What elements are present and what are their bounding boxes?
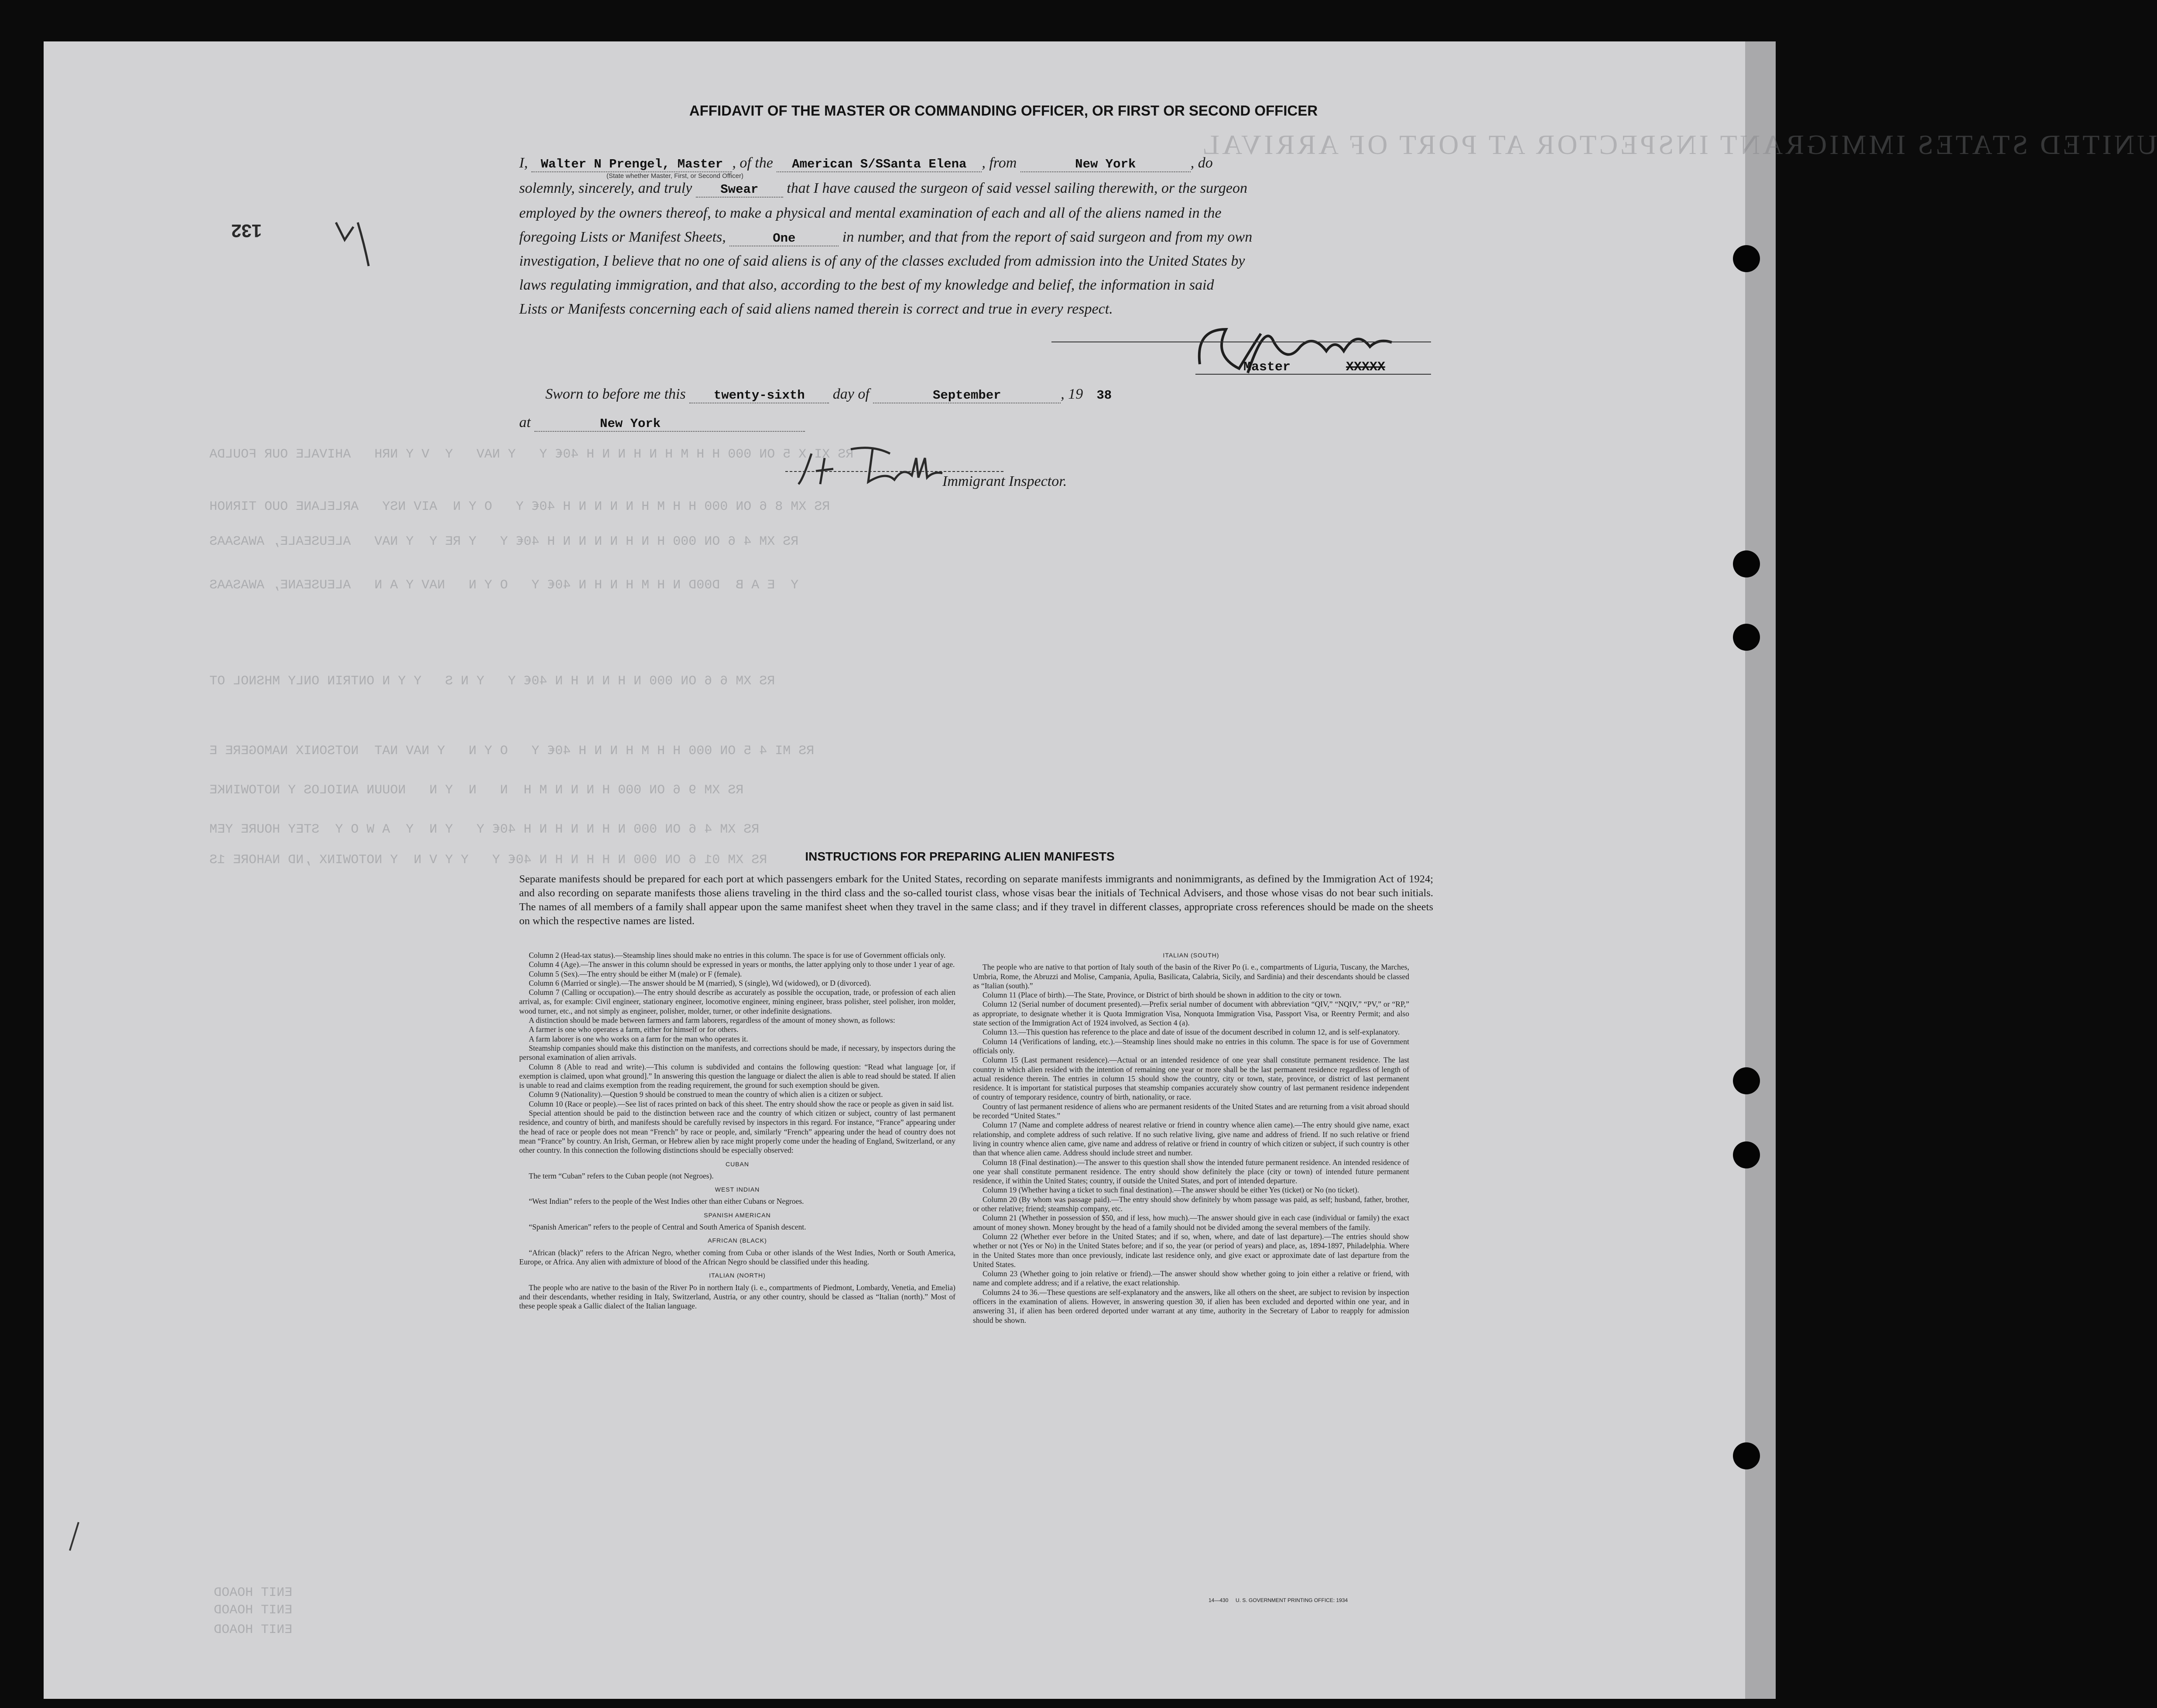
section-caption: ITALIAN (NORTH): [709, 1272, 766, 1279]
master-signature: [1187, 303, 1414, 390]
instructions-title: INSTRUCTIONS FOR PREPARING ALIEN MANIFESTS: [805, 850, 1115, 863]
affidavit-text: Sworn to before me this: [545, 386, 686, 402]
affidavit-text: , of the: [732, 155, 773, 171]
bleed-through-heading: UNITED STATES IMMIGRANT INSPECTOR AT PORT OF ARRIVAL: [1200, 129, 2157, 160]
instruction-paragraph: Steamship companies should make this distinction on the manifests, and corrections should be made, if necessary, by inspectors during the personal examination of alien arrivals.: [519, 1043, 955, 1062]
instruction-paragraph: A distinction should be made between farmers and farm laborers, regardless of the amount of money shown, as follows:: [529, 1016, 895, 1025]
print-footnote: [1209, 1597, 1348, 1603]
instruction-paragraph: Column 19 (Whether having a ticket to such final destination).—The answer should be either Yes (ticket) or No (no ticket).: [983, 1185, 1359, 1195]
form-number: 14—430: [1209, 1597, 1229, 1603]
bleed-through-row: RS MI 4 5 ON 000 H H M H N N H 40€ Y O Y N Y NAV NAT NOTSONIX NAMOGERE E: [209, 744, 815, 758]
affidavit-text: at: [519, 414, 531, 430]
inspector-signature-line: [785, 471, 1003, 472]
handwritten-page-number: 132: [231, 221, 262, 241]
instruction-paragraph: Columns 24 to 36.—These questions are self-explanatory and the answers, like all others on the sheet, are subject to revision by inspection officers in the examination of aliens. However, in answering question 30, if alien has been excluded and deported within one year, and in answering 31, if alien has been ordered deported under warrant at any time, authority in the Secretary of Labor to reapply for admission should be shown.: [973, 1288, 1409, 1325]
affidavit-text: I,: [519, 155, 528, 171]
instruction-paragraph: Column 20 (By whom was passage paid).—The entry should show definitely by whom passage was paid, as self; husband, father, brother, or other relative; friend; steamship company, etc.: [973, 1195, 1409, 1213]
affidavit-text: in number, and that from the report of said surgeon and from my own: [842, 229, 1253, 245]
binder-hole: [1733, 1067, 1760, 1094]
instruction-paragraph: Column 6 (Married or single).—The answer should be M (married), S (single), Wd (widowed), or D (divorced).: [529, 978, 871, 987]
instructions-right-column: [973, 951, 1409, 1325]
instruction-paragraph: Column 2 (Head-tax status).—Steamship lines should make no entries in this column. The space is for use of Government officials only.: [529, 951, 946, 960]
affidavit-text: that I have caused the surgeon of said vessel sailing therewith, or the surgeon: [787, 180, 1248, 196]
affidavit-title: AFFIDAVIT OF THE MASTER OR COMMANDING OFFICER, OR FIRST OR SECOND OFFICER: [689, 102, 1318, 119]
bleed-through-row: ENIT HOAOD: [214, 1585, 293, 1600]
instruction-paragraph: Column 21 (Whether in possession of $50, and if less, how much).—The answer should give in each case (individual or family) the exact amount of money shown. Money brought by the head of a family should not be divided among the several members of the family.: [973, 1213, 1409, 1232]
instruction-paragraph: Column 8 (Able to read and write).—This column is subdivided and contains the following question: “Read what language [or, if exemption is claimed, upon what ground].” In answering this question the language or dialect the alien is able to read should be stated. If alien is unable to read and claims exemption from the reading requirement, the ground for such exemption should be given.: [519, 1062, 955, 1090]
bleed-through-row: ENIT HOAOD: [214, 1603, 293, 1618]
place-line: [519, 414, 805, 432]
instruction-paragraph: A farmer is one who operates a farm, either for himself or for others.: [529, 1025, 739, 1034]
section-caption: AFRICAN (BLACK): [708, 1237, 767, 1244]
instruction-paragraph: Column 7 (Calling or occupation).—The entry should describe as accurately as possible the occupation, trade, or profession of each alien arrival, as, for example: Civil engineer, stationary engineer, locomotive engineer, mining engineer, brass polisher, steel polisher, iron molder, wood turner, etc., and not simply as engineer, polisher, molder, turner, or other indefinite designations.: [519, 988, 955, 1015]
sworn-year-field: 38: [1096, 388, 1112, 403]
instruction-paragraph: Column 18 (Final destination).—The answer to this question shall show the intended future permanent residence. An intended residence of one year shall constitute permanent residence. The entry should show definitely the place (city or town) of intended future permanent residence, if within the United States; country, if outside the United States, and port of intended departure.: [973, 1158, 1409, 1185]
section-caption: ITALIAN (SOUTH): [1163, 952, 1219, 959]
officer-name-field: Walter N Prengel, Master: [531, 157, 732, 172]
instruction-paragraph: Column 17 (Name and complete address of nearest relative or friend in country whence alien came).—The entry should give name, exact relationship, and complete address of such relative. If no such relative living, give name and address of friend. If no such relative or friend living in country whence alien came, give name and address of relative or friend in country of which citizen or subject, if such country is other than that whence alien came. Address should include street and number.: [973, 1120, 1409, 1158]
sheet-count-field: One: [729, 231, 839, 246]
affidavit-text: solemnly, sincerely, and truly: [519, 180, 692, 196]
manifest-sheet: [44, 41, 2157, 1699]
instruction-paragraph: Column 15 (Last permanent residence).—Actual or an intended residence of one year shall constitute permanent residence. The last country in which alien resided with the intention of remaining one year or more shall be the last permanent residence regardless of length of actual residence therein. The entries in column 15 should show the country, city or town, state, province, or district of last permanent residence. It is important for statistical purposes that steamship companies accurately show country of last permanent residence independent of country of temporary residence, country of birth, nationality, or race.: [973, 1056, 1409, 1102]
affidavit-line-6: laws regulating immigration, and that also, according to the best of my knowledge and belief, the information in said: [519, 277, 1214, 293]
handwritten-mark-icon: [327, 214, 380, 275]
affidavit-line-4: [519, 229, 1252, 246]
signer-title: Master: [1243, 360, 1291, 375]
affidavit-line-3: employed by the owners thereof, to make a physical and mental examination of each and all of the aliens named in the: [519, 205, 1222, 221]
section-caption: SPANISH AMERICAN: [704, 1211, 771, 1219]
instruction-paragraph: Column 4 (Age).—The answer in this column should be expressed in years or months, the latter applying only to those under 1 year of age.: [529, 960, 955, 969]
instruction-paragraph: Column 12 (Serial number of document presented).—Prefix serial number of document with abbreviation “QIV,” “NQIV,” “PV,” or “RP,” as appropriate, to designate whether it is Quota Immigration Visa, Nonquota Immigration Visa, Passport Visa, or Reentry Permit; and also state section of the Immigration Act of 1924 involved, as Section 4 (a).: [973, 1000, 1409, 1028]
instruction-paragraph: Column 22 (Whether ever before in the United States; and if so, when, where, and date of last departure).—The entries should show whether or not (Yes or No) in the United States before; and if so, the year (or period of years) and place, as, 1894-1897, Philadelphia. Where in the United States more than once previously, indicate last residence only, and give exact or approximate date of last departure from the United States.: [973, 1232, 1409, 1269]
inspector-title: Immigrant Inspector.: [942, 473, 1067, 489]
vessel-name-field: American S/SSanta Elena: [777, 157, 982, 172]
instructions-intro: Separate manifests should be prepared for each port at which passengers embark for the United States, recording on separate manifests immigrants and nonimmigrants, as defined by the Immigration Act of 1924; and also recording on separate manifests those aliens traveling in the third class and the so-called tourist class, whose visas bear the initials of Technical Advisers, and those whose visas do not bear such initials. The names of all members of a family shall appear upon the same manifest sheet when they travel in the same class; and if they travel in different classes, appropriate cross references should be made on the sheets on which the respective names are listed.: [519, 873, 1433, 927]
affidavit-line-5: investigation, I believe that no one of said aliens is of any of the classes excluded from admission into the United States by: [519, 253, 1245, 269]
oath-field: Swear: [696, 182, 783, 198]
instruction-paragraph: Column 14 (Verifications of landing, etc.).—Steamship lines should make no entries in this column. The space is for use of Government officials only.: [973, 1037, 1409, 1055]
instruction-paragraph: Column 23 (Whether going to join relative or friend).—The answer should show whether going to join either a relative or friend, with name and complete address; and if a relative, the exact relationship.: [973, 1269, 1409, 1288]
affidavit-text: , from: [982, 155, 1017, 171]
affidavit-text: , 19: [1061, 386, 1083, 402]
port-field: New York: [1020, 157, 1191, 172]
instruction-paragraph: Country of last permanent residence of aliens who are permanent residents of the United States and are returning from a visit abroad should be recorded “United States.”: [973, 1102, 1409, 1120]
instruction-paragraph: “Spanish American” refers to the people of Central and South America of Spanish descent.: [529, 1223, 806, 1232]
instruction-paragraph: “West Indian” refers to the people of the West Indies other than either Cubans or Negroes.: [529, 1197, 804, 1206]
instruction-paragraph: “African (black)” refers to the African Negro, whether coming from Cuba or other islands of the West Indies, North or South America, Europe, or Africa. Any alien with admixture of blood of the African Negro should be classified under this heading.: [519, 1248, 955, 1266]
instruction-paragraph: Column 5 (Sex).—The entry should be either M (male) or F (female).: [529, 969, 742, 978]
section-caption: CUBAN: [725, 1160, 749, 1168]
struck-title: XXXXX: [1346, 360, 1386, 375]
instruction-paragraph: The people who are native to that portion of Italy south of the basin of the River Po (i. e., compartments of Liguria, Tuscany, the Marches, Umbria, Rome, the Abruzzi and Molise, Campania, Apulia, Basilicata, Calabria, Sicily, and Sardinia) and their descendants should be classed as “Italian (south).”: [973, 963, 1409, 990]
printer-credit: U. S. GOVERNMENT PRINTING OFFICE: 1934: [1236, 1597, 1348, 1603]
affidavit-text: day of: [832, 386, 870, 402]
instruction-paragraph: Column 13.—This question has reference to the place and date of issue of the document described in column 12, and is self-explanatory.: [983, 1028, 1400, 1037]
bleed-through-row: RS XM 4 6 ON 000 N H N N H N H 40€ Y Y N Y A W O Y STEY HOURE YEM: [209, 822, 760, 837]
sworn-line: [545, 386, 1122, 403]
title-line: [1195, 374, 1431, 375]
bleed-through-row: RS XM 9 6 ON 000 H N N N M H N N Y N NOUUN ANIOLOS Y NOTOWINKE: [209, 783, 744, 798]
instruction-paragraph: A farm laborer is one who works on a farm for the man who operates it.: [529, 1034, 748, 1043]
affidavit-line-7: Lists or Manifests concerning each of said aliens named therein is correct and true in every respect.: [519, 301, 1113, 317]
binder-hole: [1733, 550, 1760, 577]
bleed-through-row: RS XM 4 6 ON 000 H N H N N N N H 40€ Y Y RE Y Y NAV ALEUSEALE, AWASAAS: [209, 534, 799, 549]
sworn-place-field: New York: [534, 417, 805, 432]
binder-hole: [1733, 1141, 1760, 1168]
binder-hole: [1733, 624, 1760, 651]
affidavit-text: foregoing Lists or Manifest Sheets,: [519, 229, 726, 245]
binder-hole: [1733, 1442, 1760, 1469]
affidavit-line-1: [519, 155, 1213, 172]
sworn-day-field: twenty-sixth: [689, 388, 829, 403]
instruction-paragraph: Column 10 (Race or people).—See list of races printed on back of this sheet. The entry should show the race or people as given in said list.: [529, 1099, 954, 1108]
instruction-paragraph: Column 9 (Nationality).—Question 9 should be construed to mean the country of which alien is a citizen or subject.: [529, 1090, 883, 1099]
instructions-left-column: [519, 951, 955, 1311]
sworn-month-field: September: [873, 388, 1061, 403]
affidavit-line-2: [519, 180, 1247, 198]
bleed-through-row: Y E A B D00D N H M H N H N 40€ Y O Y N NAV Y A N ALEUSEANE, AWASAAS: [209, 578, 799, 593]
binder-hole: [1733, 245, 1760, 272]
instruction-paragraph: Column 11 (Place of birth).—The State, Province, or District of birth should be shown in addition to the city or town.: [983, 991, 1342, 1000]
bleed-through-row: RS XM 01 6 ON 000 N H H N H N 40€ Y Y Y V N Y NOTOWINX ,ND NAHORE 1S: [209, 853, 767, 868]
section-caption: WEST INDIAN: [715, 1186, 760, 1193]
instruction-paragraph: The term “Cuban” refers to the Cuban people (not Negroes).: [529, 1171, 714, 1180]
bleed-through-row: RS XM 8 6 ON 000 H H M H N N N N H 40€ Y O Y N AIV NSY ARLELANE OUO TIRNOH: [209, 499, 830, 514]
affidavit-text: , do: [1190, 155, 1213, 171]
instruction-paragraph: Special attention should be paid to the distinction between race and the country of which citizen or subject, country of last permanent residence, and country of birth, and manifests should be carefully revised by inspectors in this regard. For instance, “France” appearing under the head of race or people does not mean “French” by race or people, and, similarly “French” appearing under the head of country does not mean “France” by country. An Irish, German, or Hebrew alien by race might properly come under the heading of England, Switzerland, or any other country. In this connection the following distinctions should be especially observed:: [519, 1109, 955, 1155]
bleed-through-row: RS XM 6 6 ON 000 N H N N H N 40€ Y Y N S Y Y N ONTRIN ONLY MHSNOL OT: [209, 674, 775, 689]
margin-mark-icon: [65, 1520, 83, 1555]
instruction-paragraph: The people who are native to the basin of the River Po in northern Italy (i. e., compartments of Piedmont, Lombardy, Venetia, and Emelia) and their descendants, whether residing in Italy, Switzerland, Austria, or any other country, should be classed as “Italian (north).” Most of these people speak a Gallic dialect of the Italian language.: [519, 1283, 955, 1311]
officer-rank-note: (State whether Master, First, or Second Officer): [606, 172, 744, 180]
bleed-through-row: ENIT HOAOD: [214, 1623, 293, 1637]
bleed-through-row: RS XI X 5 ON 000 H H M H N H N N H 40€ Y Y NAV Y V Y NRH AHIVALE OUR FOULDA: [209, 447, 854, 462]
